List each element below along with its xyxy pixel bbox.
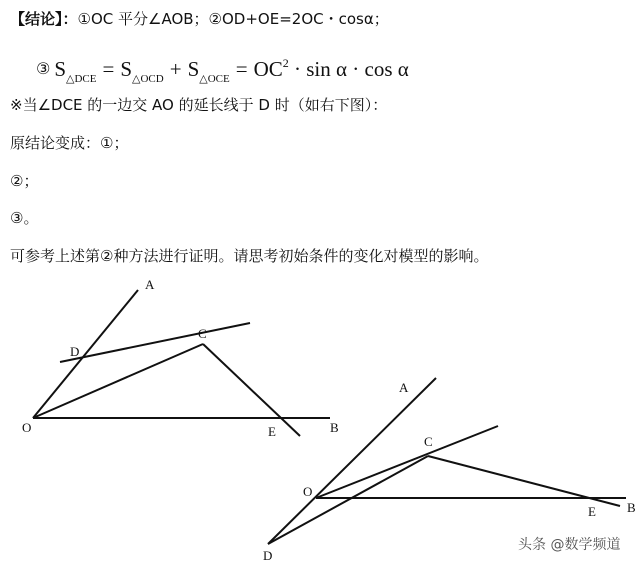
- item-three-line: ③。: [10, 209, 39, 227]
- formula-s1: S: [54, 57, 67, 81]
- formula-sup: 2: [282, 56, 289, 70]
- formula-oc: OC: [253, 57, 283, 81]
- left-label-c: C: [198, 326, 207, 341]
- formula-sub2: △OCD: [132, 73, 164, 85]
- conclusion-label: 【结论】：: [10, 10, 78, 28]
- right-label-b: B: [627, 500, 636, 515]
- right-label-a: A: [399, 380, 409, 395]
- formula-s2: S: [120, 57, 133, 81]
- left-line-dc-extended: [60, 323, 250, 362]
- left-label-d: D: [70, 344, 80, 359]
- formula-sub3: △OCE: [199, 73, 230, 85]
- left-figure: [33, 290, 330, 436]
- note-line: ※当∠DCE 的一边交 AO 的延长线于 D 时（如右下图）：: [10, 96, 388, 114]
- right-label-o: O: [303, 484, 313, 499]
- formula-index: ③: [36, 59, 51, 78]
- right-label-e: E: [588, 504, 596, 519]
- right-line-dc: [268, 456, 428, 544]
- formula-eq2: =: [235, 57, 248, 81]
- right-label-c: C: [424, 434, 433, 449]
- hint-line: 可参考上述第②种方法进行证明。请思考初始条件的变化对模型的影响。: [10, 247, 489, 265]
- left-label-e: E: [268, 424, 276, 439]
- right-line-oc-extended: [316, 426, 498, 498]
- formula-eq: =: [102, 57, 115, 81]
- formula-tail: · sin α · cos α: [294, 57, 409, 81]
- formula-plus: +: [169, 57, 182, 81]
- conclusion-items: ①OC 平分∠AOB；②OD+OE=2OC・cosα；: [77, 10, 389, 28]
- item-two-line: ②；: [10, 172, 39, 190]
- right-label-d: D: [263, 548, 273, 563]
- watermark: 头条 @数学频道: [518, 537, 621, 553]
- left-label-b: B: [330, 420, 339, 435]
- left-line-ce-extended: [203, 344, 300, 436]
- left-label-o: O: [22, 420, 32, 435]
- left-label-a: A: [145, 277, 155, 292]
- left-ray-oa: [33, 290, 138, 418]
- formula-s3: S: [187, 57, 200, 81]
- formula-sub1: △DCE: [66, 73, 97, 85]
- changed-conclusion-line: 原结论变成：①；: [10, 134, 129, 152]
- left-segment-oc: [33, 344, 203, 418]
- right-figure: [268, 378, 626, 544]
